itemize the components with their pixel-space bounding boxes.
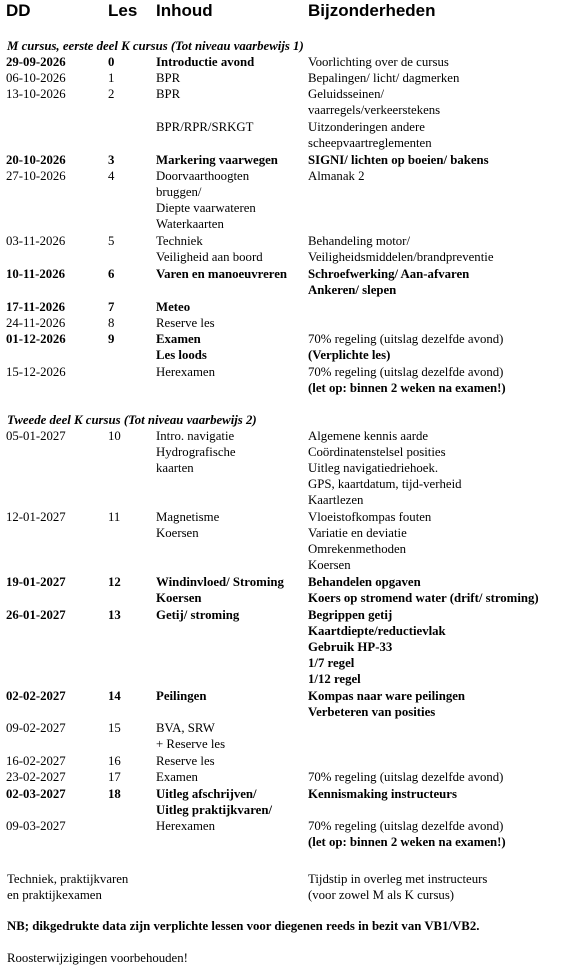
lesson-content-line: Koersen	[156, 526, 199, 541]
lesson-details-line: Behandelen opgaven	[308, 575, 421, 589]
lesson-content-line: Meteo	[156, 300, 191, 314]
lesson-details-line: (let op: binnen 2 weken na examen!)	[308, 835, 506, 850]
lesson-content	[156, 70, 180, 86]
lesson-content-line: Intro. navigatie	[156, 429, 235, 443]
lesson-content-line: BPR	[156, 71, 181, 85]
footer-left	[7, 871, 128, 903]
lesson-content	[156, 428, 236, 476]
lesson-details-line: Koersen	[308, 558, 351, 573]
lesson-date: 05-01-2027	[6, 429, 66, 443]
lesson-details	[308, 364, 506, 396]
lesson-number: 2	[108, 87, 115, 101]
section-title-k-cursus: Tweede deel K cursus (Tot niveau vaarbewijs 2)	[7, 413, 257, 427]
lesson-number: 11	[108, 510, 121, 524]
lesson-content	[156, 152, 278, 168]
lesson-number: 9	[108, 332, 115, 346]
lesson-content-line: Veiligheid aan boord	[156, 250, 263, 265]
lesson-number: 17	[108, 770, 121, 784]
lesson-content-line: Reserve les	[156, 316, 215, 330]
lesson-content-line: + Reserve les	[156, 737, 226, 752]
lesson-date: 15-12-2026	[6, 365, 66, 379]
lesson-content-line: Reserve les	[156, 754, 215, 768]
lesson-content-line: Examen	[156, 332, 201, 346]
lesson-details-line: Behandeling motor/	[308, 234, 411, 248]
lesson-details-line: vaarregels/verkeerstekens	[308, 103, 441, 118]
lesson-details-line: Uitzonderingen andere	[308, 120, 425, 134]
lesson-details	[308, 769, 503, 785]
lesson-content	[156, 299, 190, 315]
lesson-date: 01-12-2026	[6, 332, 66, 346]
lesson-content-line: BPR/RPR/SRKGT	[156, 120, 254, 134]
lesson-number: 3	[108, 153, 115, 167]
lesson-content	[156, 574, 284, 606]
lesson-content-line: Herexamen	[156, 365, 215, 379]
lesson-date: 17-11-2026	[6, 300, 66, 314]
lesson-date: 26-01-2027	[6, 608, 66, 622]
lesson-content	[156, 688, 206, 704]
lesson-date: 16-02-2027	[6, 754, 66, 768]
lesson-content	[156, 331, 207, 363]
lesson-date: 06-10-2026	[6, 71, 66, 85]
lesson-details	[308, 168, 365, 184]
lesson-details-line: Omrekenmethoden	[308, 542, 407, 557]
footer-disclaimer: Roosterwijzigingen voorbehouden!	[7, 951, 188, 965]
lesson-date: 27-10-2026	[6, 169, 66, 183]
lesson-details-line: Vloeistofkompas fouten	[308, 510, 432, 524]
lesson-number: 6	[108, 267, 115, 281]
lesson-details-line: Kompas naar ware peilingen	[308, 689, 466, 703]
lesson-content-line: Techniek	[156, 234, 203, 248]
lesson-date: 29-09-2026	[6, 55, 66, 69]
lesson-details-line: Bepalingen/ licht/ dagmerken	[308, 71, 460, 85]
lesson-details-line: Begrippen getij	[308, 608, 393, 622]
lesson-details	[308, 70, 459, 86]
lesson-date: 24-11-2026	[6, 316, 66, 330]
lesson-date: 09-02-2027	[6, 721, 66, 735]
lesson-number: 8	[108, 316, 115, 330]
lesson-details-line: 1/7 regel	[308, 656, 355, 671]
footer-right-line: (voor zowel M als K cursus)	[308, 888, 455, 903]
lesson-details	[308, 786, 457, 802]
lesson-content	[156, 364, 215, 380]
lesson-content-line: Koersen	[156, 591, 202, 606]
lesson-details-line: 70% regeling (uitslag dezelfde avond)	[308, 365, 504, 379]
lesson-details-line: Variatie en deviatie	[308, 526, 407, 541]
lesson-details-line: SIGNI/ lichten op boeien/ bakens	[308, 153, 489, 167]
header-details: Bijzonderheden	[308, 1, 436, 20]
lesson-date: 10-11-2026	[6, 267, 66, 281]
lesson-details	[308, 509, 431, 573]
footer-left-line: en praktijkexamen	[7, 888, 102, 903]
lesson-details	[308, 119, 432, 151]
lesson-number: 18	[108, 787, 121, 801]
lesson-number: 15	[108, 721, 121, 735]
lesson-details-line: Coördinatenstelsel posities	[308, 445, 446, 460]
lesson-details	[308, 688, 465, 720]
lesson-date: 02-03-2027	[6, 787, 66, 801]
lesson-details-line: (let op: binnen 2 weken na examen!)	[308, 381, 506, 396]
lesson-date: 02-02-2027	[6, 689, 66, 703]
lesson-content-line: Introductie avond	[156, 55, 255, 69]
lesson-content	[156, 753, 215, 769]
lesson-details	[308, 54, 449, 70]
lesson-content	[156, 54, 254, 70]
lesson-date: 09-03-2027	[6, 819, 66, 833]
lesson-details-line: Almanak 2	[308, 169, 365, 183]
lesson-number: 5	[108, 234, 115, 248]
lesson-details-line: (Verplichte les)	[308, 348, 391, 363]
lesson-content	[156, 86, 180, 102]
lesson-content-line: Windinvloed/ Stroming	[156, 575, 284, 589]
lesson-content-line: Waterkaarten	[156, 217, 224, 232]
lesson-content	[156, 315, 215, 331]
lesson-content-line: Magnetisme	[156, 510, 220, 524]
header-lesson: Les	[108, 1, 138, 20]
lesson-number: 14	[108, 689, 121, 703]
lesson-content-line: Diepte vaarwateren	[156, 201, 256, 216]
lesson-content	[156, 786, 272, 818]
lesson-content-line: kaarten	[156, 461, 194, 476]
lesson-details-line: 70% regeling (uitslag dezelfde avond)	[308, 770, 504, 784]
lesson-content-line: Getij/ stroming	[156, 608, 240, 622]
header-date: DD	[6, 1, 31, 20]
lesson-details	[308, 266, 469, 298]
lesson-details-line: Algemene kennis aarde	[308, 429, 429, 443]
lesson-content-line: Hydrografische	[156, 445, 236, 460]
lesson-details-line: Uitleg navigatiedriehoek.	[308, 461, 439, 476]
lesson-content-line: Varen en manoeuvreren	[156, 267, 288, 281]
lesson-details-line: Kennismaking instructeurs	[308, 787, 457, 801]
lesson-number: 16	[108, 754, 121, 768]
lesson-details-line: Voorlichting over de cursus	[308, 55, 449, 69]
lesson-content-line: Peilingen	[156, 689, 207, 703]
lesson-details-line: GPS, kaartdatum, tijd-verheid	[308, 477, 462, 492]
lesson-details-line: Kaartlezen	[308, 493, 364, 508]
footer-left-line: Techniek, praktijkvaren	[7, 872, 129, 886]
lesson-details-line: Kaartdiepte/reductievlak	[308, 624, 446, 639]
footer-right	[308, 871, 487, 903]
lesson-details	[308, 607, 446, 687]
lesson-date: 13-10-2026	[6, 87, 66, 101]
lesson-date: 03-11-2026	[6, 234, 66, 248]
lesson-content	[156, 818, 215, 834]
lesson-details-line: scheepvaartreglementen	[308, 136, 432, 151]
lesson-content	[156, 720, 225, 752]
lesson-date: 20-10-2026	[6, 153, 66, 167]
header-content: Inhoud	[156, 1, 213, 20]
lesson-content-line: Markering vaarwegen	[156, 153, 278, 167]
lesson-details-line: 70% regeling (uitslag dezelfde avond)	[308, 332, 504, 346]
lesson-content-line: Uitleg praktijkvaren/	[156, 803, 272, 818]
lesson-content	[156, 168, 256, 232]
lesson-number: 4	[108, 169, 115, 183]
lesson-content-line: BVA, SRW	[156, 721, 215, 735]
section-title-m-cursus: M cursus, eerste deel K cursus (Tot niveau vaarbewijs 1)	[7, 39, 304, 53]
lesson-number: 13	[108, 608, 121, 622]
lesson-content-line: Herexamen	[156, 819, 215, 833]
lesson-content	[156, 607, 239, 623]
lesson-details-line: 1/12 regel	[308, 672, 361, 687]
lesson-details-line: Veiligheidsmiddelen/brandpreventie	[308, 250, 494, 265]
lesson-date: 12-01-2027	[6, 510, 66, 524]
lesson-date: 19-01-2027	[6, 575, 66, 589]
lesson-details-line: Geluidsseinen/	[308, 87, 385, 101]
footer-right-line: Tijdstip in overleg met instructeurs	[308, 872, 488, 886]
lesson-details-line: 70% regeling (uitslag dezelfde avond)	[308, 819, 504, 833]
lesson-details-line: Ankeren/ slepen	[308, 283, 397, 298]
lesson-details	[308, 574, 539, 606]
lesson-content-line: BPR	[156, 87, 181, 101]
lesson-details	[308, 152, 489, 168]
lesson-details	[308, 428, 462, 508]
lesson-content	[156, 769, 198, 785]
lesson-details-line: Schroefwerking/ Aan-afvaren	[308, 267, 470, 281]
lesson-content	[156, 119, 253, 135]
footer-note: NB; dikgedrukte data zijn verplichte lessen voor diegenen reeds in bezit van VB1/VB2.	[7, 919, 480, 933]
lesson-content-line: Uitleg afschrijven/	[156, 787, 257, 801]
lesson-content	[156, 509, 219, 541]
lesson-details-line: Verbeteren van posities	[308, 705, 436, 720]
lesson-content	[156, 266, 287, 282]
lesson-content-line: Examen	[156, 770, 198, 784]
lesson-details	[308, 818, 506, 850]
lesson-content-line: Les loods	[156, 348, 207, 363]
lesson-content	[156, 233, 263, 265]
lesson-content-line: Doorvaarthoogten	[156, 169, 250, 183]
lesson-details	[308, 331, 503, 363]
lesson-number: 10	[108, 429, 121, 443]
lesson-details	[308, 86, 440, 118]
lesson-details-line: Koers op stromend water (drift/ stroming)	[308, 591, 539, 606]
lesson-date: 23-02-2027	[6, 770, 66, 784]
lesson-number: 12	[108, 575, 121, 589]
lesson-number: 7	[108, 300, 115, 314]
lesson-content-line: bruggen/	[156, 185, 202, 200]
lesson-details-line: Gebruik HP-33	[308, 640, 393, 655]
lesson-details	[308, 233, 494, 265]
lesson-number: 1	[108, 71, 115, 85]
lesson-number: 0	[108, 55, 115, 69]
